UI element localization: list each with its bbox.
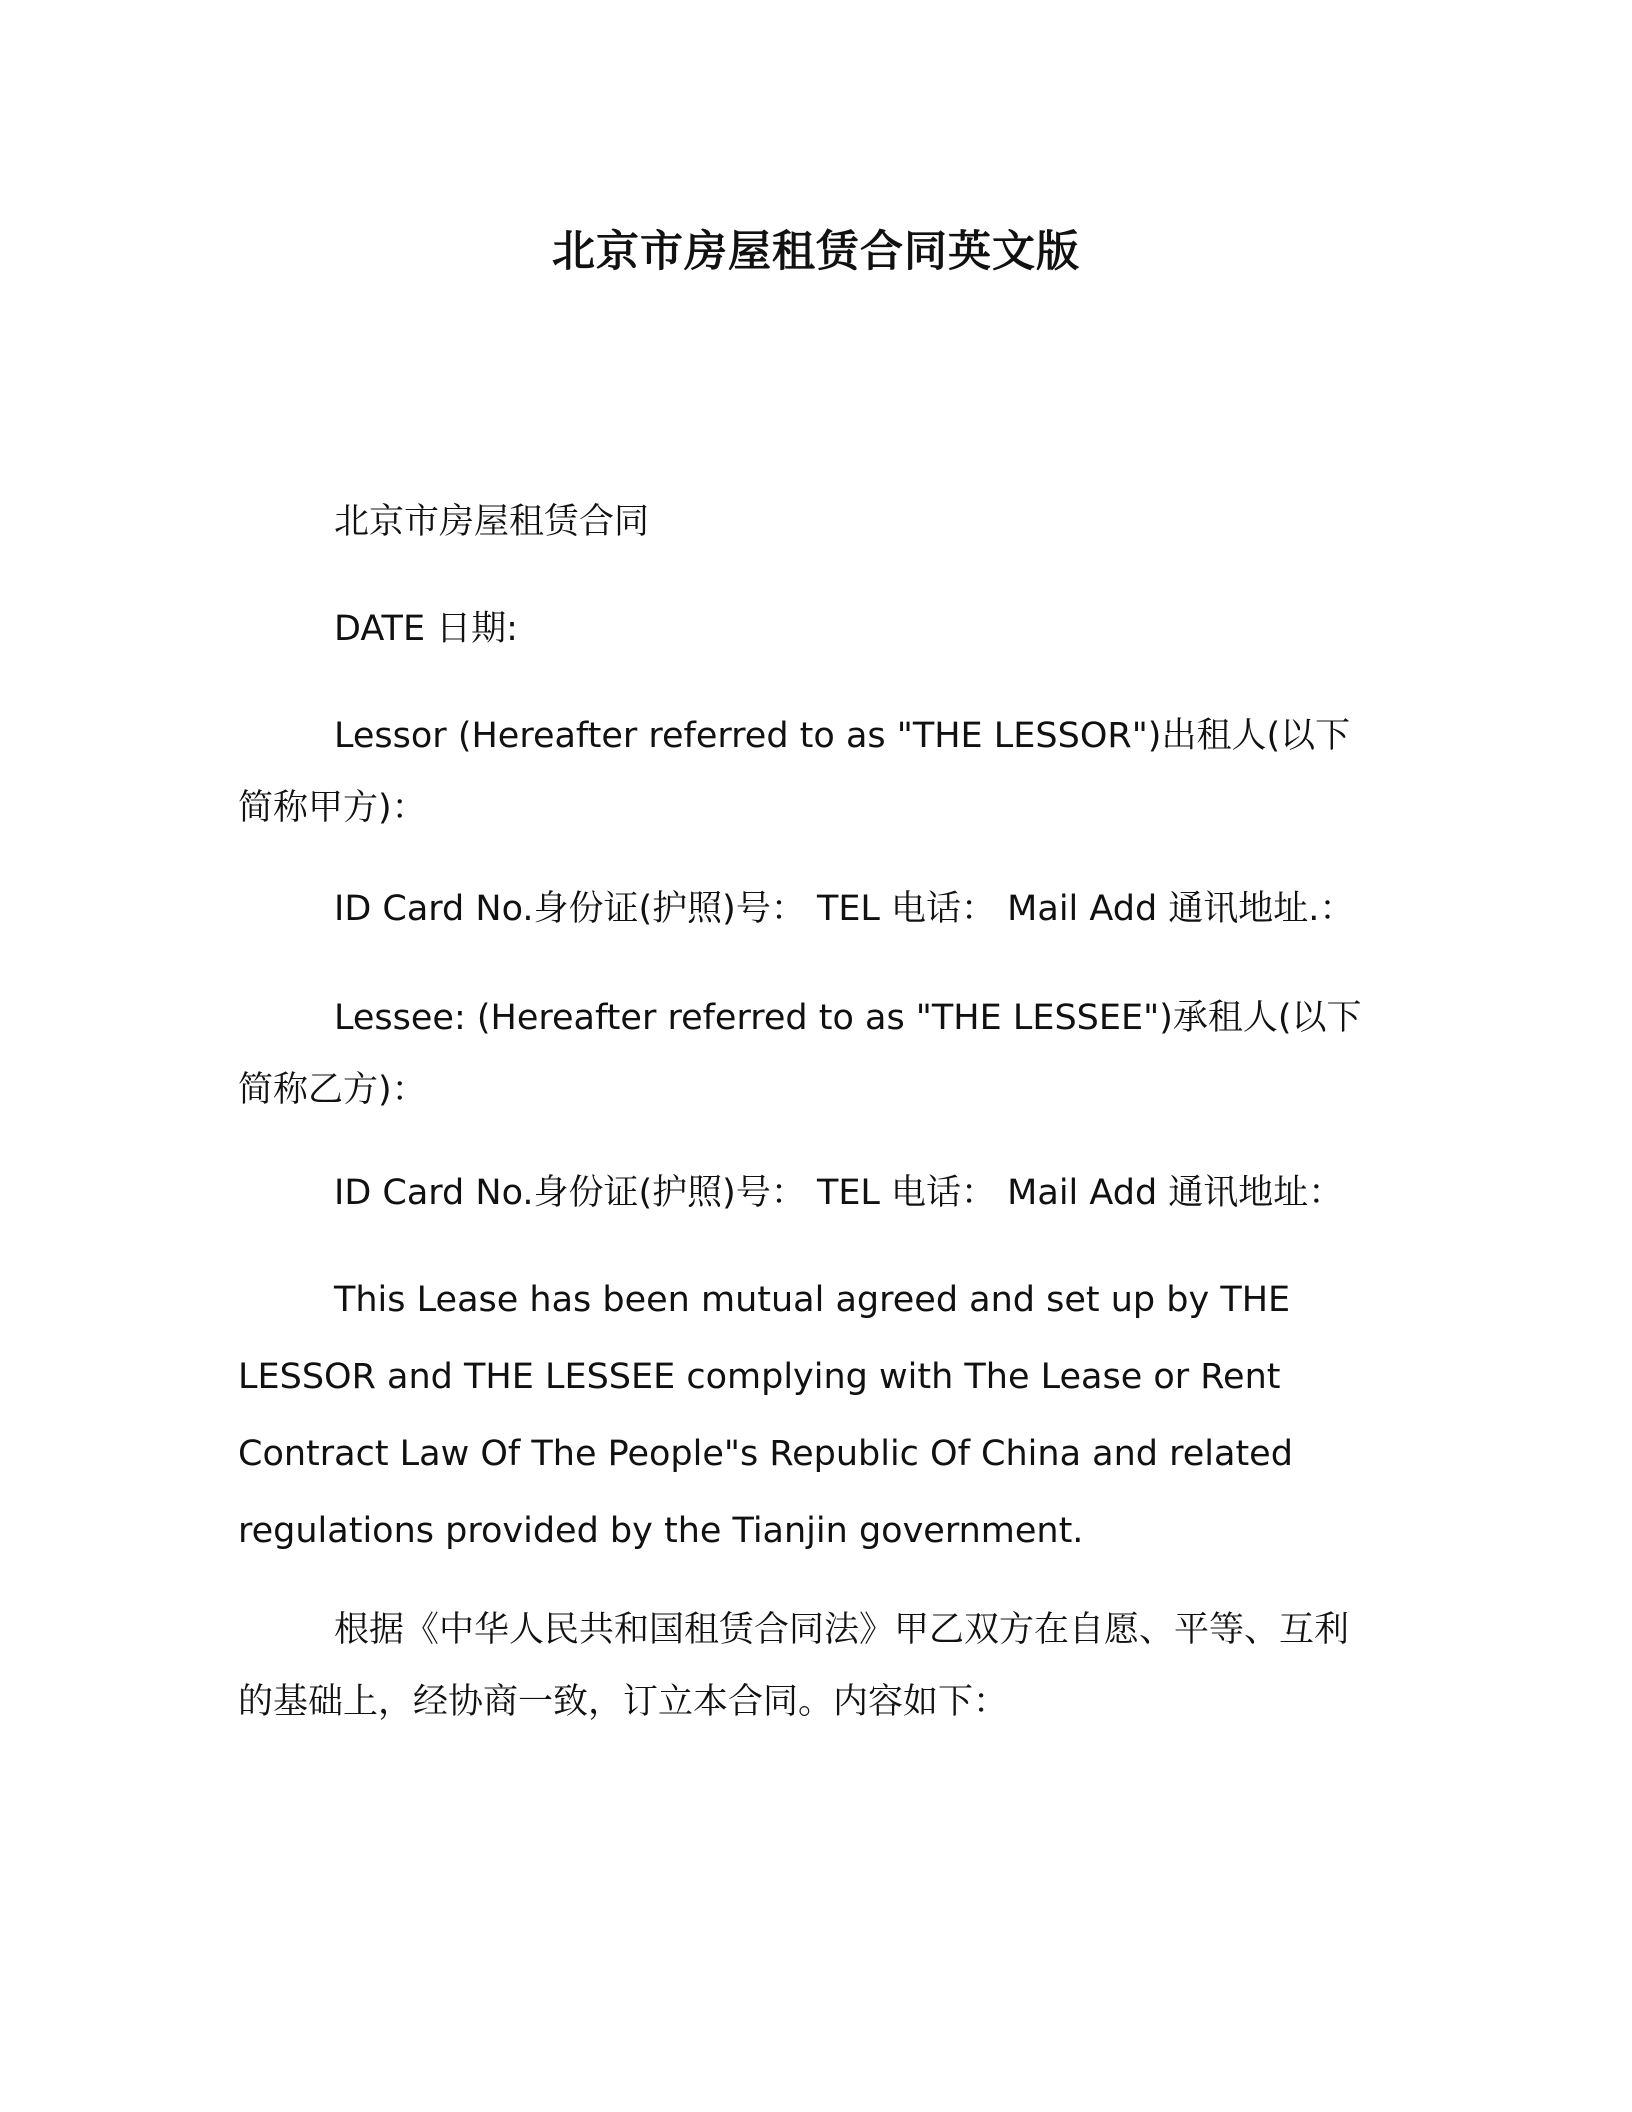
lessor-id-line: ID Card No.身份证(护照)号： TEL 电话： Mail Add 通讯地址.：	[334, 889, 1355, 929]
date-line: DATE 日期:	[334, 609, 518, 649]
chinese-statement-paragraph: 根据《中华人民共和国租赁合同法》甲乙双方在自愿、平等、互利的基础上，经协商一致，订立本合同。内容如下：	[238, 1610, 1350, 1722]
document-title: 北京市房屋租赁合同英文版	[552, 227, 1080, 277]
lessee-line: Lessee: (Hereafter referred to as "THE LESSEE")承租人(以下简称乙方)：	[238, 998, 1362, 1110]
lease-statement-paragraph: This Lease has been mutual agreed and set up by THE LESSOR and THE LESSEE complying with The Lease or Rent Contract Law Of The People"s Republic Of China and related regulations provided by the Tianjin government.	[238, 1280, 1293, 1551]
lessee-id-line: ID Card No.身份证(护照)号： TEL 电话： Mail Add 通讯地址：	[334, 1173, 1344, 1213]
lessor-line: Lessor (Hereafter referred to as "THE LESSOR")出租人(以下简称甲方)：	[238, 716, 1351, 828]
contract-heading: 北京市房屋租赁合同	[334, 502, 650, 542]
